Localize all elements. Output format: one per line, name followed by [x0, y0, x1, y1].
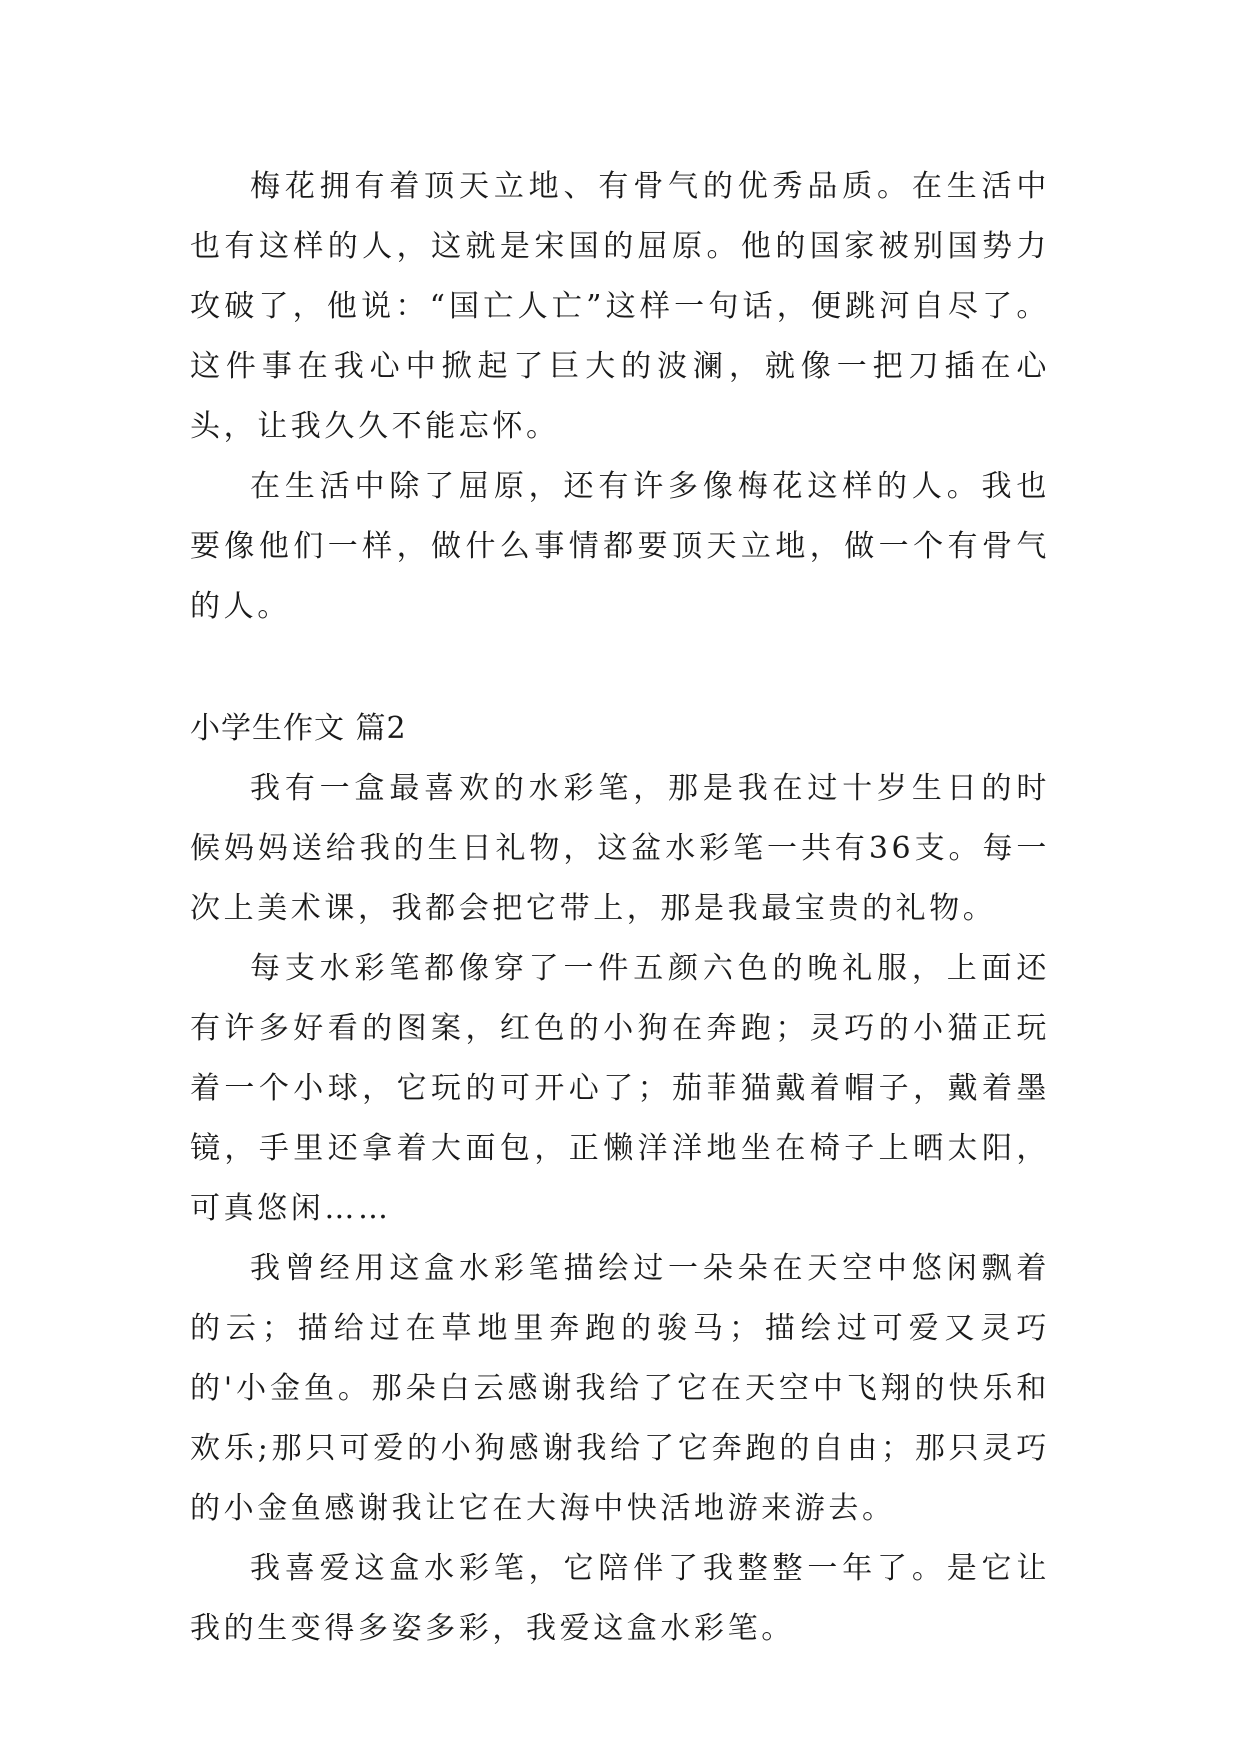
- paragraph: 我曾经用这盒水彩笔描绘过一朵朵在天空中悠闲飘着的云；描给过在草地里奔跑的骏马；描绘过可爱又灵巧的'小金鱼。那朵白云感谢我给了它在天空中飞翔的快乐和欢乐;那只可爱的小狗感谢我给了它奔跑的自由；那只灵巧的小金鱼感谢我让它在大海中快活地游来游去。: [190, 1251, 1050, 1526]
- paragraph: 我喜爱这盒水彩笔，它陪伴了我整整一年了。是它让我的生变得多姿多彩，我爱这盒水彩笔。: [190, 1551, 1050, 1646]
- document-body: [190, 157, 1050, 1659]
- paragraph: 我有一盒最喜欢的水彩笔，那是我在过十岁生日的时候妈妈送给我的生日礼物，这盆水彩笔一共有36支。每一次上美术课，我都会把它带上，那是我最宝贵的礼物。: [190, 771, 1050, 926]
- paragraph: 每支水彩笔都像穿了一件五颜六色的晚礼服，上面还有许多好看的图案，红色的小狗在奔跑；灵巧的小猫正玩着一个小球，它玩的可开心了；茄菲猫戴着帽子，戴着墨镜，手里还拿着大面包，正懒洋洋地坐在椅子上晒太阳，可真悠闲……: [190, 951, 1050, 1226]
- paragraph: 在生活中除了屈原，还有许多像梅花这样的人。我也要像他们一样，做什么事情都要顶天立地，做一个有骨气的人。: [190, 469, 1050, 624]
- paragraph: 梅花拥有着顶天立地、有骨气的优秀品质。在生活中也有这样的人，这就是宋国的屈原。他的国家被别国势力攻破了，他说：“国亡人亡”这样一句话，便跳河自尽了。这件事在我心中掀起了巨大的波澜，就像一把刀插在心头，让我久久不能忘怀。: [190, 169, 1050, 444]
- section-heading: 小学生作文 篇2: [190, 711, 407, 746]
